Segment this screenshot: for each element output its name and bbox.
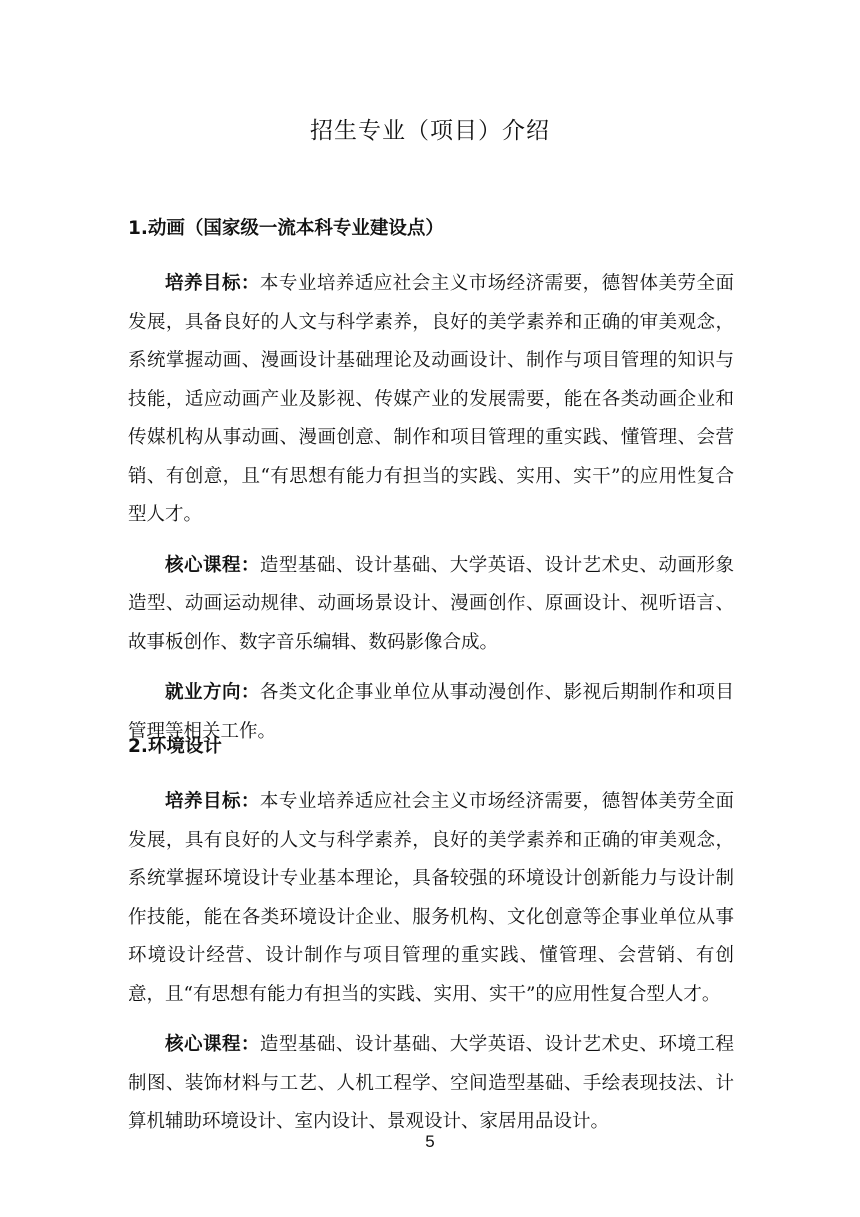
paragraph-lead: 核心课程： (165, 554, 260, 576)
paragraph-text: 本专业培养适应社会主义市场经济需要，德智体美劳全面发展，具有良好的人文与科学素养，良好的美学素养和正确的审美观念，系统掌握环境设计专业基本理论，具备较强的环境设计创新能力与设计制作技能，能在各类环境设计企业、服务机构、文化创意等企事业单位从事环境设计经营、设计制作与项目管理的重实践、懂管理、会营销、有创意，且“有思想有能力有担当的实践、实用、实干”的应用性复合型人才。 (128, 791, 734, 1005)
paragraph-text: 本专业培养适应社会主义市场经济需要，德智体美劳全面发展，具备良好的人文与科学素养，良好的美学素养和正确的审美观念，系统掌握动画、漫画设计基础理论及动画设计、制作与项目管理的知识与技能，适应动画产业及影视、传媒产业的发展需要，能在各类动画企业和传媒机构从事动画、漫画创意、制作和项目管理的重实践、懂管理、会营销、有创意，且“有思想有能力有担当的实践、实用、实干”的应用性复合型人才。 (128, 273, 734, 525)
section-animation (128, 215, 734, 763)
page-number: 5 (425, 1132, 435, 1151)
paragraph-lead: 核心课程： (165, 1034, 260, 1055)
paragraph-training-goal (128, 265, 734, 535)
paragraph-core-courses (128, 1026, 734, 1142)
section-heading: 1.动画（国家级一流本科专业建设点） (128, 218, 444, 239)
paragraph-core-courses (128, 547, 734, 663)
paragraph-text: 造型基础、设计基础、大学英语、设计艺术史、动画形象造型、动画运动规律、动画场景设计、漫画创作、原画设计、视听语言、故事板创作、数字音乐编辑、数码影像合成。 (128, 554, 734, 653)
section-heading: 2.环境设计 (128, 736, 222, 757)
paragraph-text: 各类文化企事业单位从事动漫创作、影视后期制作和项目管理等相关工作。 (128, 682, 734, 742)
paragraph-lead: 就业方向： (165, 682, 260, 703)
paragraph-text: 造型基础、设计基础、大学英语、设计艺术史、环境工程制图、装饰材料与工艺、人机工程学、空间造型基础、手绘表现技法、计算机辅助环境设计、室内设计、景观设计、家居用品设计。 (128, 1034, 734, 1132)
paragraph-training-goal (128, 783, 734, 1014)
page-title: 招生专业（项目）介绍 (310, 118, 550, 144)
paragraph-lead: 培养目标： (165, 791, 260, 812)
paragraph-lead: 培养目标： (165, 273, 260, 294)
section-environment-design (128, 733, 734, 1154)
